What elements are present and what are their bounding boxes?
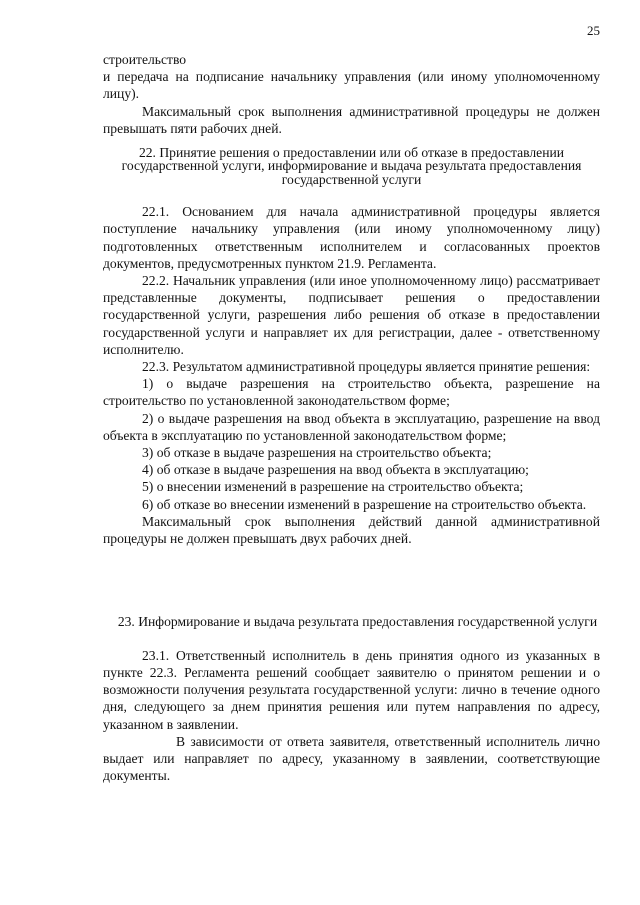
list-item-22-3-3: 3) об отказе в выдаче разрешения на строительство объекта;: [142, 445, 492, 461]
list-item-22-3-5: 5) о внесении изменений в разрешение на строительство объекта;: [142, 479, 524, 495]
paragraph-23-1: 23.1. Ответственный исполнитель в день принятия одного из указанных в пункте 22.3. Регламента решений сообщает заявителю о принятом решении и о возможности получения результата государственной услуги: лично в течение одного дня, следующего за днем принятия решения или путем направления по адресу, указанном в заявлении.: [103, 647, 600, 732]
section-22-heading: 22. Принятие решения о предоставлении или об отказе в предоставлении государственной услуги, информирование и выдача результата предоставления государственной услуги: [121, 145, 582, 187]
section-22-max-term: Максимальный срок выполнения действий данной административной процедуры не должен превышать двух рабочих дней.: [103, 513, 600, 547]
list-item-22-3-2: 2) о выдаче разрешения на ввод объекта в эксплуатацию, разрешение на ввод объекта в эксплуатацию по установленной законодательством форме;: [103, 410, 600, 443]
page-content: [103, 51, 600, 784]
intro-line-2: и передача на подписание начальнику управления (или иному уполномоченному лицу).: [103, 69, 600, 102]
list-item-22-3-4: 4) об отказе в выдаче разрешения на ввод объекта в эксплуатацию;: [142, 462, 529, 478]
section-23-heading: 23. Информирование и выдача результата предоставления государственной услуги: [117, 614, 598, 630]
page-number: 25: [587, 23, 600, 38]
intro-line-1: строительство: [103, 52, 187, 67]
paragraph-23-2: В зависимости от ответа заявителя, ответственный исполнитель лично выдает или направляет по адресу, указанному в заявлении, соответствующие документы.: [103, 733, 600, 784]
list-item-22-3-6: 6) об отказе во внесении изменений в разрешение на строительство объекта.: [142, 496, 587, 512]
paragraph-22-1: 22.1. Основанием для начала административной процедуры является поступление начальнику управления (или иному уполномоченному лицу) подготовленных ответственным исполнителем и согласованных проектов документов, предусмотренных пунктом 21.9. Регламента.: [103, 204, 600, 271]
intro-max-term: Максимальный срок выполнения административной процедуры не должен превышать пяти рабочих дней.: [103, 103, 600, 136]
paragraph-22-3: 22.3. Результатом административной процедуры является принятие решения:: [142, 359, 591, 375]
paragraph-22-2: 22.2. Начальник управления (или иное уполномоченному лицо) рассматривает представленные документы, подписывает решения о предоставлении государственной услуги, разрешения либо решения об отказе в предоставлении государственной услуги и направляет их для регистрации, далее - ответственному исполнителю.: [103, 273, 600, 357]
list-item-22-3-1: 1) о выдаче разрешения на строительство объекта, разрешение на строительство по установленной законодательством форме;: [103, 376, 600, 409]
